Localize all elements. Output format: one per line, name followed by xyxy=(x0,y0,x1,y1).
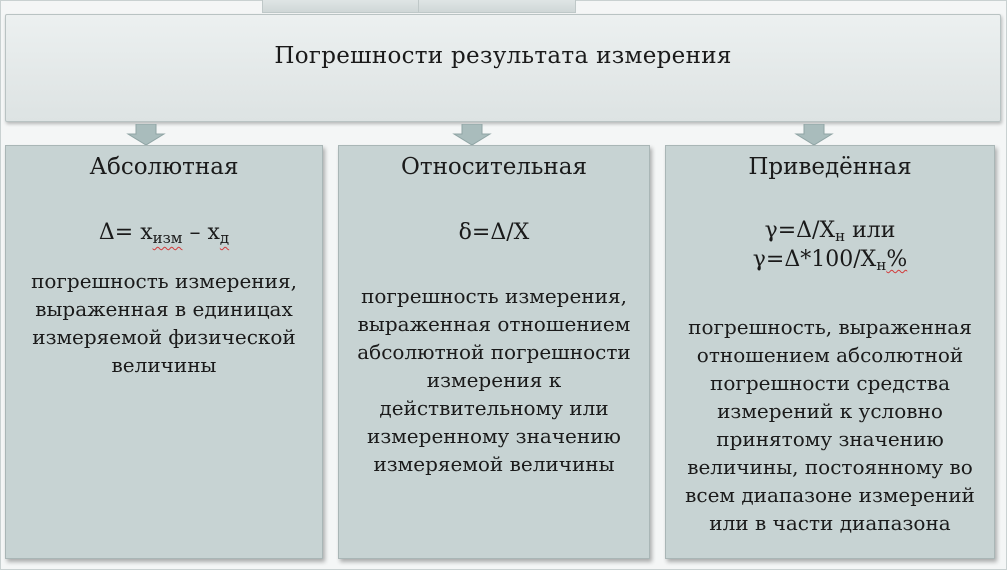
description-line: измерений к условно xyxy=(717,399,943,423)
column-title: Относительная xyxy=(401,154,587,180)
formula-part: % xyxy=(886,247,908,272)
description-line: погрешности средства xyxy=(709,371,950,395)
formula-line xyxy=(666,216,994,245)
top-tab-left xyxy=(262,0,420,13)
description-line: погрешность, выраженная xyxy=(688,315,972,339)
reduced-error-box xyxy=(665,145,995,559)
arrow-down-icon xyxy=(452,124,492,146)
diagram-title: Погрешности результата измерения xyxy=(274,43,732,69)
formula-part: Δ= х xyxy=(98,220,153,245)
description-line: или в части диапазона xyxy=(709,511,951,535)
column-title: Приведённая xyxy=(748,154,912,180)
description-line: измеряемой физической xyxy=(32,325,296,349)
reduced-error-formula xyxy=(666,216,994,274)
description-line: величины, постоянному во xyxy=(687,455,973,479)
formula-part: или xyxy=(845,218,896,243)
formula-part: γ=Δ*100/Х xyxy=(752,247,877,272)
column-title: Абсолютная xyxy=(89,154,239,180)
column-description xyxy=(672,313,988,537)
description-line: действительному или xyxy=(379,396,609,420)
relative-error-box xyxy=(338,145,650,559)
description-line: измеряемой величины xyxy=(373,452,615,476)
formula-subscript: н xyxy=(876,256,887,274)
absolute-error-formula xyxy=(6,218,322,247)
column-description xyxy=(12,267,316,379)
formula-part: – х xyxy=(182,220,220,245)
formula-subscript: изм xyxy=(152,229,183,247)
description-line: всем диапазоне измерений xyxy=(685,483,975,507)
formula-subscript: н xyxy=(835,227,846,245)
arrow-down-icon xyxy=(126,124,166,146)
description-line: погрешность измерения, xyxy=(361,284,627,308)
description-line: отношением абсолютной xyxy=(696,343,964,367)
absolute-error-box xyxy=(5,145,323,559)
description-line: измеренному значению xyxy=(367,424,621,448)
formula-subscript: д xyxy=(219,229,230,247)
column-description xyxy=(345,282,643,478)
description-line: принятому значению xyxy=(716,427,944,451)
title-box xyxy=(5,14,1001,122)
top-tab-right xyxy=(418,0,576,13)
arrow-down-icon xyxy=(794,124,834,146)
description-line: погрешность измерения, xyxy=(31,269,297,293)
formula-part: γ=Δ/Х xyxy=(764,218,836,243)
description-line: измерения к xyxy=(426,368,562,392)
description-line: выраженная отношением xyxy=(357,312,631,336)
formula-line xyxy=(666,245,994,274)
description-line: выраженная в единицах xyxy=(35,297,293,321)
relative-error-formula: δ=Δ/X xyxy=(458,220,530,245)
description-line: абсолютной погрешности xyxy=(357,340,631,364)
description-line: величины xyxy=(111,353,217,377)
